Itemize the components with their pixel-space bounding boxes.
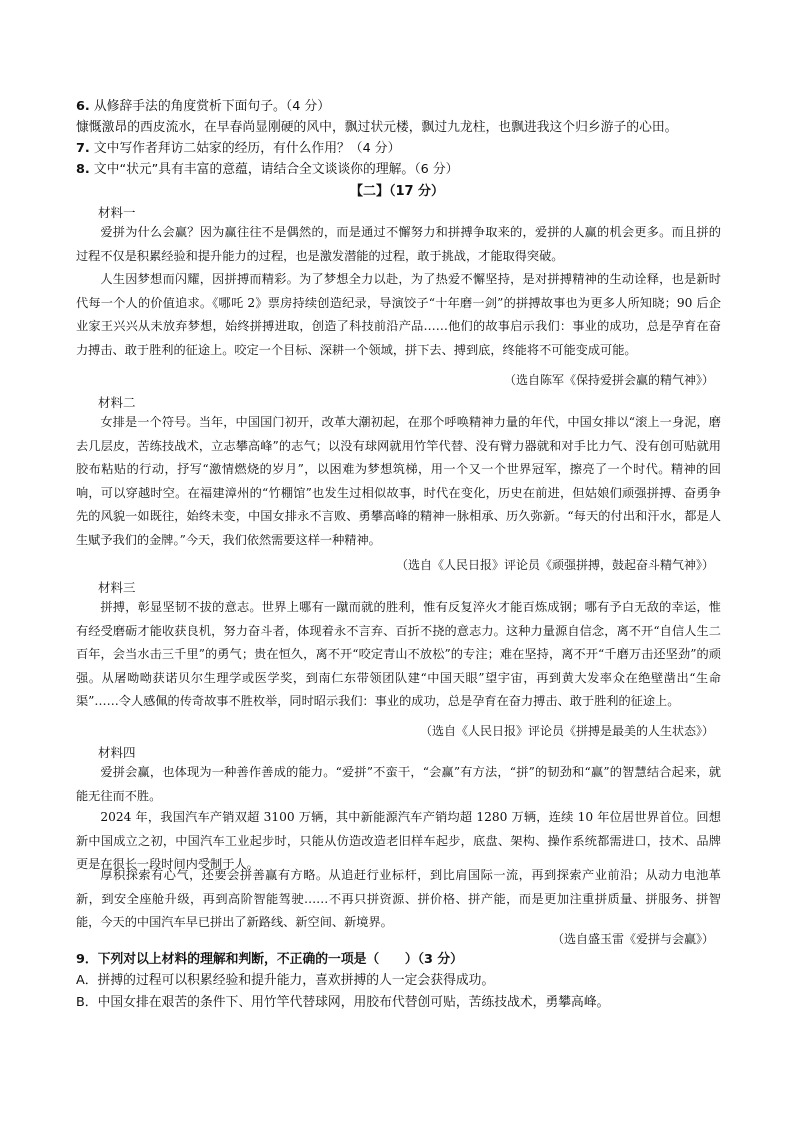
question-9-stem: 9．下列对以上材料的理解和判断，不正确的一项是（ ）（3 分） bbox=[76, 952, 463, 967]
material-3-paragraph-1: 拼搏，彰显坚韧不拔的意志。世界上哪有一蹴而就的胜利，惟有反复淬火才能百炼成钢；哪有予白无敌的幸运，惟有经受磨砺才能收获良机，努力奋斗者，体现着永不言弃、百折不挠的意志力。这种力量源自信念，离不开“自信人生二百年，会当水击三千里”的勇气；贵在恒久，离不开“咬定青山不放松”的专注；难在坚持，离不开“千磨万击还坚劲”的顽强。从屠呦呦获诺贝尔生理学或医学奖，到南仁东带领团队建“中国天眼”望宇宙，再到黄大发率众在绝壁凿出“生命渠”……令人感佩的传奇故事不胜枚举，同时昭示我们：事业的成功，总是孕育在奋力搏击、敢于胜利的征途上。 bbox=[76, 600, 721, 708]
material-3-heading: 材料三 bbox=[98, 580, 136, 595]
material-2-source: （选自《人民日报》评论员《顽强拼搏，鼓起奋斗精气神》） bbox=[395, 558, 714, 572]
material-2-paragraph-1: 女排是一个符号。当年，中国国门初开，改革大潮初起，在那个呼唤精神力量的年代，中国女排以“滚上一身泥，磨去几层皮，苦练技战术，立志攀高峰”的志气；以没有球网就用竹竿代替、没有臂力器就和对手比力气、没有创可贴就用胶布粘贴的行动，抒写“激情燃烧的岁月”，以困难为梦想筑梯，用一个又一个世界冠军，擦亮了一个时代。精神的回响，可以穿越时空。在福建漳州的“竹棚馆”也发生过相似故事，时代在变化，历史在前进，但姑娘们顽强拼搏、奋勇争先的风貌一如既往，始终未变，中国女排永不言败、勇攀高峰的精神一脉相承、历久弥新。“每天的付出和汗水，都是人生赋予我们的金牌。”今天，我们依然需要这样一种精神。 bbox=[76, 415, 721, 547]
material-4-paragraph-3: 厚积探索有心气，还要会拼善赢有方略。从追赶行业标杆，到比肩国际一流，再到探索产业前沿；从动力电池革新，到安全座舱升级，再到高阶智能驾驶……不再只拼资源、拼价格、拼产能，而是更加注重拼质量、拼服务、拼智能，今天的中国汽车早已拼出了新路线、新空间、新境界。 bbox=[76, 868, 721, 929]
material-4-source: （选自盛玉雷《爱拼与会赢》） bbox=[551, 932, 714, 946]
question-9-option-b: B．中国女排在艰苦的条件下、用竹竿代替球网，用胶布代替创可贴，苦练技战术，勇攀高峰。 bbox=[76, 995, 610, 1010]
material-4-paragraph-1: 爱拼会赢，也体现为一种善作善成的能力。“爱拼”不蛮干，“会赢”有方法，“拼”的韧劲和“赢”的智慧结合起来，就能无往而不胜。 bbox=[76, 765, 721, 803]
material-1-paragraph-2: 人生因梦想而闪耀，因拼搏而精彩。为了梦想全力以赴，为了热爱不懈坚持，是对拼搏精神的生动诠释，也是新时代每一个人的价值追求。《哪吒 2》票房持续创造纪录，导演饺子“十年磨一剑”的拼搏故事也为更多人所知晓；90 后企业家王兴兴从未放弃梦想，始终拼搏进取，创造了科技前沿产品……他们的故事启示我们：事业的成功，总是孕育在奋力搏击、敢于胜利的征途上。咬定一个目标、深耕一个领域，拼下去、搏到底，终能将不可能变成可能。 bbox=[76, 272, 721, 357]
question-6: 6. 从修辞手法的角度赏析下面句子。（4 分） bbox=[76, 99, 330, 114]
question-7: 7. 文中写作者拜访二姑家的经历，有什么作用？（4 分） bbox=[76, 141, 401, 156]
material-1-source: （选自陈军《保持爱拼会赢的精气神》） bbox=[503, 373, 714, 387]
material-1-paragraph-1: 爱拼为什么会赢？因为赢往往不是偶然的，而是通过不懈努力和拼搏争取来的，爱拼的人赢的机会更多。而且拼的过程不仅是积累经验和提升能力的过程，也是激发潜能的过程，敢于挑战，才能取得突破。 bbox=[76, 225, 721, 263]
material-3-source: （选自《人民日报》评论员《拼搏是最美的人生状态》） bbox=[419, 724, 714, 738]
material-4-heading: 材料四 bbox=[98, 745, 136, 760]
question-9-option-a: A．拼搏的过程可以积累经验和提升能力，喜欢拼搏的人一定会获得成功。 bbox=[76, 973, 495, 988]
material-4-paragraph-2: 2024 年，我国汽车产销双超 3100 万辆，其中新能源汽车产销均超 1280 万辆，连续 10 年位居世界首位。回想新中国成立之初，中国汽车工业起步时，只能从仿造改造老旧样车起步，底盘、架构、操作系统都需进口，技术、品牌更是在很长一段时间内受制于人。 bbox=[76, 810, 721, 871]
question-6-quote: 慷慨激昂的西皮流水，在早春尚显刚硬的风中，飘过状元楼，飘过九龙柱，也飘进我这个归乡游子的心田。 bbox=[76, 120, 678, 135]
section-title: 【二】（17 分） bbox=[349, 184, 445, 199]
question-8: 8. 文中“状元”具有丰富的意蕴，请结合全文谈谈你的理解。（6 分） bbox=[76, 162, 459, 177]
material-2-heading: 材料二 bbox=[98, 395, 136, 410]
material-1-heading: 材料一 bbox=[98, 205, 136, 220]
